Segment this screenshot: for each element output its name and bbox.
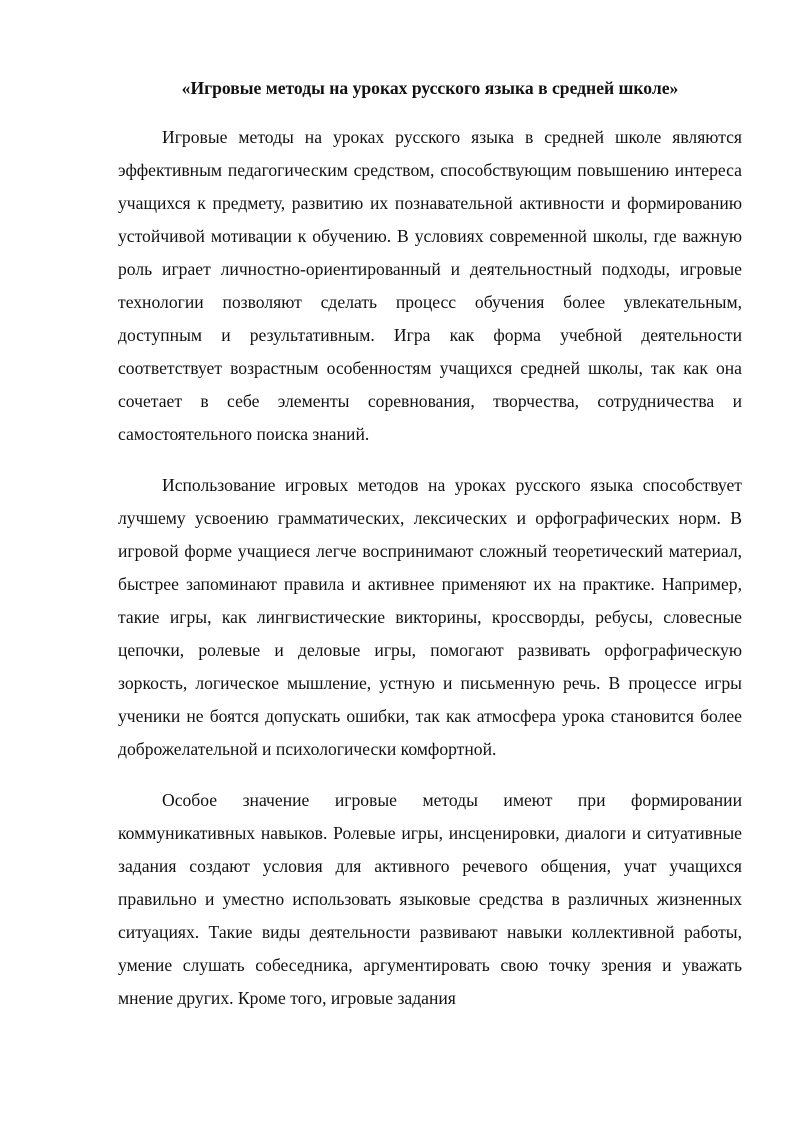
- paragraph-2: Использование игровых методов на уроках русского языка способствует лучшему усвоению грамматических, лексических и орфографических норм. В игровой форме учащиеся легче воспринимают сложный теоретический материал, быстрее запоминают правила и активнее применяют их на практике. Например, такие игры, как лингвистические викторины, кроссворды, ребусы, словесные цепочки, ролевые и деловые игры, помогают развивать орфографическую зоркость, логическое мышление, устную и письменную речь. В процессе игры ученики не боятся допускать ошибки, так как атмосфера урока становится более доброжелательной и психологически комфортной.: [118, 475, 742, 759]
- paragraph-1: Игровые методы на уроках русского языка в средней школе являются эффективным педагогическим средством, способствующим повышению интереса учащихся к предмету, развитию их познавательной активности и формированию устойчивой мотивации к обучению. В условиях современной школы, где важную роль играет личностно-ориентированный и деятельностный подходы, игровые технологии позволяют сделать процесс обучения более увлекательным, доступным и результативным. Игра как форма учебной деятельности соответствует возрастным особенностям учащихся средней школы, так как она сочетает в себе элементы соревнования, творчества, сотрудничества и самостоятельного поиска знаний.: [118, 127, 742, 444]
- paragraph-3: Особое значение игровые методы имеют при формировании коммуникативных навыков. Ролевые игры, инсценировки, диалоги и ситуативные задания создают условия для активного речевого общения, учат учащихся правильно и уместно использовать языковые средства в различных жизненных ситуациях. Такие виды деятельности развивают навыки коллективной работы, умение слушать собеседника, аргументировать свою точку зрения и уважать мнение других. Кроме того, игровые задания: [118, 790, 742, 1008]
- document-title: «Игровые методы на уроках русского языка в средней школе»: [181, 78, 679, 98]
- document-body: [118, 72, 742, 1033]
